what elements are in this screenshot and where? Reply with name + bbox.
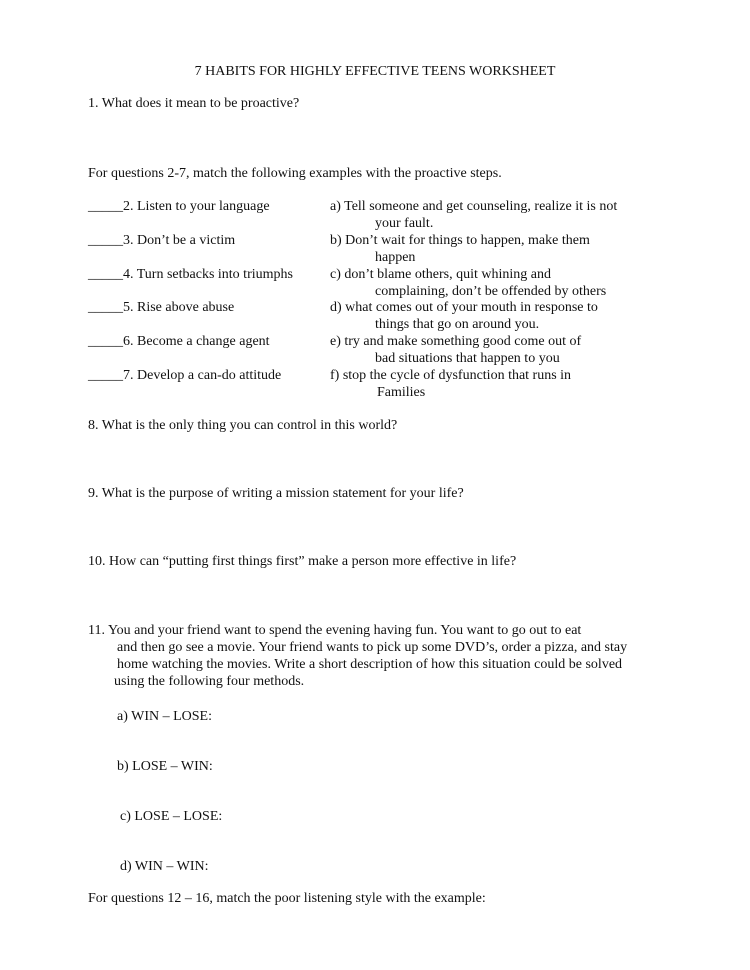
example-item-cont: your fault. <box>375 216 434 231</box>
step-item: _____2. Listen to your language <box>88 199 270 214</box>
question-11-cont: and then go see a movie. Your friend wants to pick up some DVD’s, order a pizza, and stay <box>117 640 628 655</box>
step-item: _____7. Develop a can-do attitude <box>88 368 282 383</box>
question-1: 1. What does it mean to be proactive? <box>88 96 300 111</box>
example-item: e) try and make something good come out of <box>330 334 582 349</box>
example-item-cont: happen <box>375 250 416 265</box>
method-win-win: d) WIN – WIN: <box>120 859 209 874</box>
method-lose-lose: c) LOSE – LOSE: <box>120 809 223 824</box>
example-item: b) Don’t wait for things to happen, make them <box>330 233 590 248</box>
question-8: 8. What is the only thing you can control in this world? <box>88 418 398 433</box>
question-9: 9. What is the purpose of writing a mission statement for your life? <box>88 486 464 501</box>
question-11-cont: home watching the movies. Write a short description of how this situation could be solved <box>117 657 623 672</box>
step-item: _____3. Don’t be a victim <box>88 233 236 248</box>
question-11-cont: using the following four methods. <box>114 674 305 689</box>
step-item: _____4. Turn setbacks into triumphs <box>88 267 293 282</box>
example-item: d) what comes out of your mouth in response to <box>330 300 598 315</box>
question-11: 11. You and your friend want to spend the evening having fun. You want to go out to eat <box>88 623 582 638</box>
page-title: 7 HABITS FOR HIGHLY EFFECTIVE TEENS WORKSHEET <box>194 64 556 79</box>
method-win-lose: a) WIN – LOSE: <box>117 709 212 724</box>
listening-instructions: For questions 12 – 16, match the poor listening style with the example: <box>88 891 486 906</box>
example-item: a) Tell someone and get counseling, realize it is not <box>330 199 618 214</box>
example-item-cont: complaining, don’t be offended by others <box>375 284 607 299</box>
example-item-cont: bad situations that happen to you <box>375 351 560 366</box>
step-item: _____5. Rise above abuse <box>88 300 235 315</box>
example-item: f) stop the cycle of dysfunction that runs in <box>330 368 572 383</box>
question-10: 10. How can “putting first things first” make a person more effective in life? <box>88 554 517 569</box>
example-item-cont: Families <box>377 385 426 400</box>
matching-instructions: For questions 2-7, match the following examples with the proactive steps. <box>88 166 502 181</box>
example-item: c) don’t blame others, quit whining and <box>330 267 551 282</box>
example-item-cont: things that go on around you. <box>375 317 540 332</box>
method-lose-win: b) LOSE – WIN: <box>117 759 213 774</box>
step-item: _____6. Become a change agent <box>88 334 270 349</box>
